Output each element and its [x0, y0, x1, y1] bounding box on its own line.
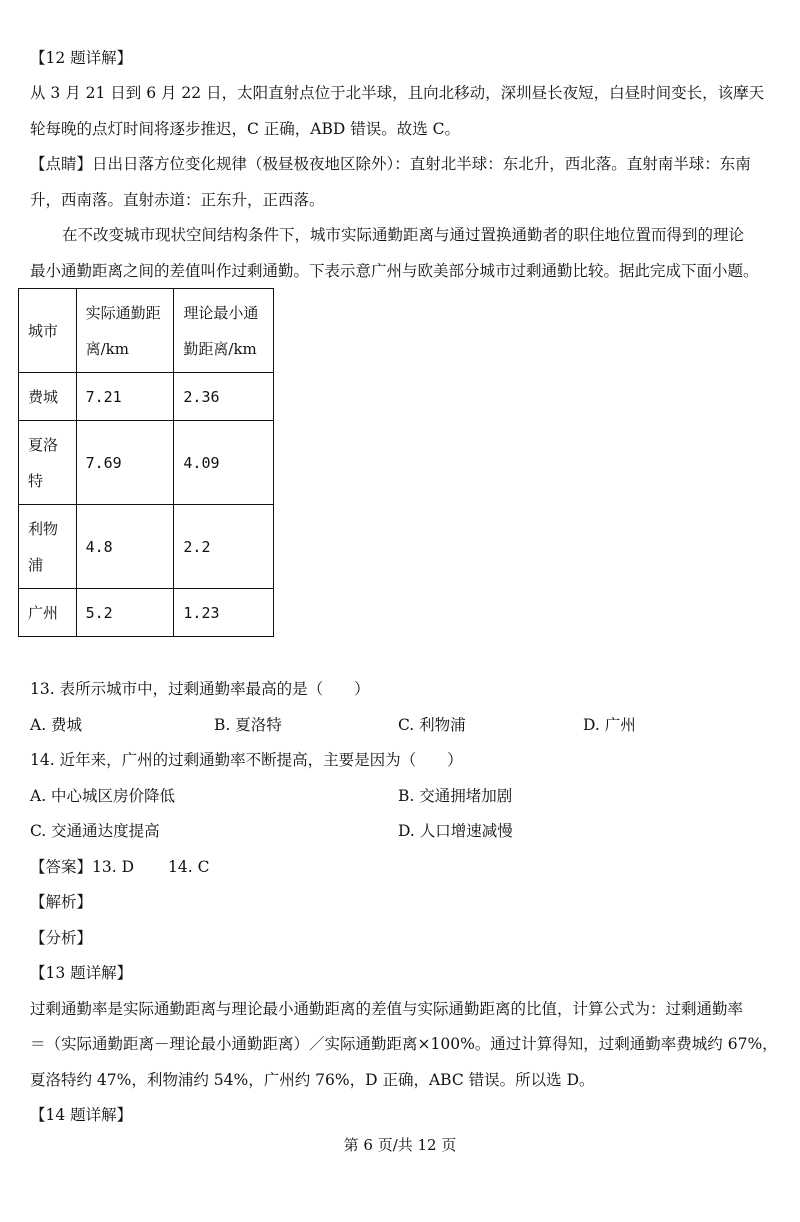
- q13-option-c: C. 利物浦: [398, 716, 466, 734]
- section-12-text-line-2: 轮每晚的点灯时间将逐步推迟，C 正确，ABD 错误。故选 C。: [30, 120, 461, 138]
- page-footer: 第 6 页/共 12 页: [343, 1136, 457, 1154]
- cell-actual: 5.2: [76, 589, 174, 637]
- q14-option-c: C. 交通通达度提高: [30, 822, 160, 840]
- table-row: [19, 589, 274, 637]
- header-theory: 理论最小通勤距离/km: [174, 289, 274, 373]
- q14-option-b: B. 交通拥堵加剧: [398, 787, 513, 805]
- header-city: 城市: [19, 289, 77, 373]
- table-row: [19, 421, 274, 505]
- cell-city: 费城: [19, 373, 77, 421]
- table-header-row: [19, 289, 274, 373]
- cell-theory: 2.36: [174, 373, 274, 421]
- q14-option-a: A. 中心城区房价降低: [30, 787, 176, 805]
- answer-line: [30, 855, 772, 879]
- intro-line-1: 在不改变城市现状空间结构条件下，城市实际通勤距离与通过置换通勤者的职住地位置而得到的理论: [62, 226, 745, 244]
- q14-option-d: D. 人口增速减慢: [398, 822, 513, 840]
- table-row: [19, 505, 274, 589]
- section-12-text-line-1: 从 3 月 21 日到 6 月 22 日，太阳直射点位于北半球，且向北移动，深圳昼长夜短，白昼时间变长，该摩天: [30, 84, 765, 102]
- section-13-text-line-3: 夏洛特约 47%，利物浦约 54%，广州约 76%，D 正确，ABC 错误。所以选 D。: [30, 1071, 595, 1089]
- section-13-text-line-1: 过剩通勤率是实际通勤距离与理论最小通勤距离的差值与实际通勤距离的比值，计算公式为：过剩通勤率: [30, 1000, 744, 1018]
- answer-13: 13. D: [92, 858, 135, 876]
- question-14-stem: 14. 近年来，广州的过剩通勤率不断提高，主要是因为（ ）: [30, 751, 463, 769]
- analysis-label: 【解析】: [30, 893, 93, 911]
- tip-line-2: 升，西南落。直射赤道：正东升，正西落。: [30, 191, 325, 209]
- answer-label: 【答案】: [30, 858, 93, 876]
- fenxi-label: 【分析】: [30, 929, 93, 947]
- q13-option-d: D. 广州: [583, 716, 636, 734]
- cell-city: 夏洛特: [19, 421, 77, 505]
- section-12-heading: 【12 题详解】: [30, 49, 133, 67]
- cell-actual: 7.69: [76, 421, 174, 505]
- cell-actual: 7.21: [76, 373, 174, 421]
- header-actual: 实际通勤距离/km: [76, 289, 174, 373]
- cell-city: 广州: [19, 589, 77, 637]
- cell-theory: 4.09: [174, 421, 274, 505]
- question-13-stem: 13. 表所示城市中，过剩通勤率最高的是（ ）: [30, 680, 370, 698]
- intro-line-2: 最小通勤距离之间的差值叫作过剩通勤。下表示意广州与欧美部分城市过剩通勤比较。据此完成下面小题。: [30, 262, 759, 280]
- section-14-heading: 【14 题详解】: [30, 1106, 133, 1124]
- section-13-heading: 【13 题详解】: [30, 964, 133, 982]
- cell-city: 利物浦: [19, 505, 77, 589]
- table-row: [19, 373, 274, 421]
- commute-table: [18, 288, 274, 637]
- q13-option-b: B. 夏洛特: [214, 716, 282, 734]
- cell-theory: 2.2: [174, 505, 274, 589]
- section-13-text-line-2: ＝（实际通勤距离－理论最小通勤距离）／实际通勤距离×100%。通过计算得知，过剩通勤率费城约 67%，: [30, 1035, 778, 1053]
- tip-line-1: 【点睛】日出日落方位变化规律（极昼极夜地区除外）：直射北半球：东北升，西北落。直射南半球：东南: [30, 155, 751, 173]
- cell-theory: 1.23: [174, 589, 274, 637]
- cell-actual: 4.8: [76, 505, 174, 589]
- answer-14: 14. C: [168, 858, 210, 876]
- q13-option-a: A. 费城: [30, 716, 83, 734]
